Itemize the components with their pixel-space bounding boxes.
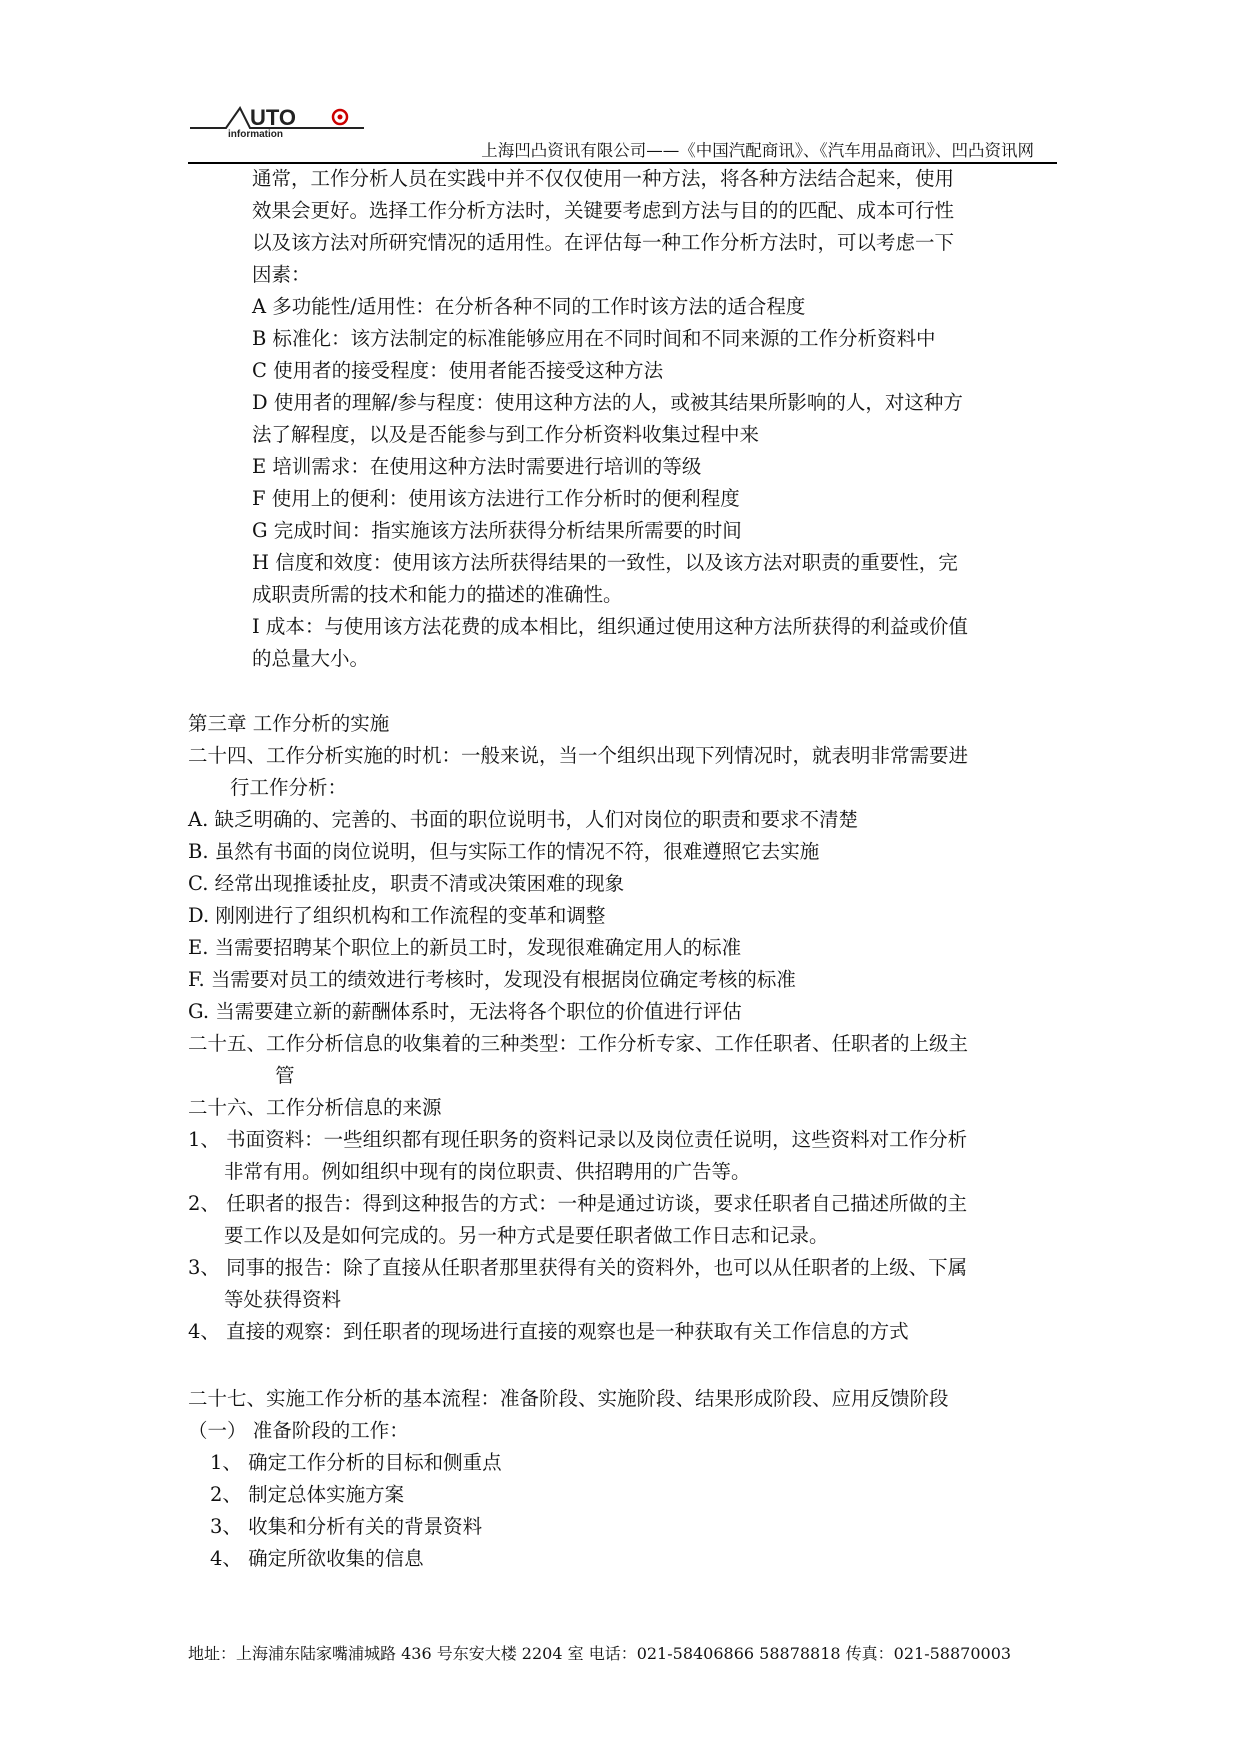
list-item: H 信度和效度：使用该方法所获得结果的一致性，以及该方法对职责的重要性，完 bbox=[252, 551, 958, 574]
list-item: C 使用者的接受程度：使用者能否接受这种方法 bbox=[252, 359, 664, 382]
section-heading-continued: 行工作分析： bbox=[230, 776, 348, 799]
list-item: D 使用者的理解/参与程度：使用这种方法的人，或被其结果所影响的人，对这种方 bbox=[252, 391, 963, 414]
section-heading: 二十七、实施工作分析的基本流程：准备阶段、实施阶段、结果形成阶段、应用反馈阶段 bbox=[188, 1387, 949, 1410]
svg-text:UTO: UTO bbox=[250, 105, 297, 130]
paragraph-line: 以及该方法对所研究情况的适用性。在评估每一种工作分析方法时，可以考虑一下 bbox=[252, 231, 955, 254]
list-item: 2、 制定总体实施方案 bbox=[210, 1483, 405, 1506]
list-item: B. 虽然有书面的岗位说明，但与实际工作的情况不符，很难遵照它去实施 bbox=[188, 840, 820, 863]
list-item: B 标准化：该方法制定的标准能够应用在不同时间和不同来源的工作分析资料中 bbox=[252, 327, 936, 350]
list-item: 1、 书面资料：一些组织都有现任职务的资料记录以及岗位责任说明，这些资料对工作分析 bbox=[188, 1128, 968, 1151]
list-item: E. 当需要招聘某个职位上的新员工时，发现很难确定用人的标准 bbox=[188, 936, 742, 959]
list-item-continued: 要工作以及是如何完成的。另一种方式是要任职者做工作日志和记录。 bbox=[224, 1224, 829, 1247]
list-item-continued: 成职责所需的技术和能力的描述的准确性。 bbox=[252, 583, 623, 606]
list-item: 4、 直接的观察：到任职者的现场进行直接的观察也是一种获取有关工作信息的方式 bbox=[188, 1320, 909, 1343]
list-item-continued: 等处获得资料 bbox=[224, 1288, 342, 1311]
footer-contact: 地址：上海浦东陆家嘴浦城路 436 号东安大楼 2204 室 电话：021-58406866 58878818 传真：021-58870003 bbox=[188, 1644, 1012, 1663]
subsection-heading: （一） 准备阶段的工作： bbox=[188, 1419, 409, 1442]
section-heading: 二十五、工作分析信息的收集着的三种类型：工作分析专家、工作任职者、任职者的上级主 bbox=[188, 1032, 969, 1055]
list-item: C. 经常出现推诿扯皮，职责不清或决策困难的现象 bbox=[188, 872, 625, 895]
list-item: E 培训需求：在使用这种方法时需要进行培训的等级 bbox=[252, 455, 702, 478]
section-heading-continued: 管 bbox=[275, 1064, 295, 1087]
list-item: 2、 任职者的报告：得到这种报告的方式：一种是通过访谈，要求任职者自己描述所做的主 bbox=[188, 1192, 968, 1215]
list-item: D. 刚刚进行了组织机构和工作流程的变革和调整 bbox=[188, 904, 606, 927]
list-item-continued: 的总量大小。 bbox=[252, 647, 370, 670]
header-company-line: 上海凹凸资讯有限公司——《中国汽配商讯》、《汽车用品商讯》、凹凸资讯网 bbox=[481, 141, 1034, 160]
list-item: 3、 同事的报告：除了直接从任职者那里获得有关的资料外，也可以从任职者的上级、下属 bbox=[188, 1256, 968, 1279]
list-item: 1、 确定工作分析的目标和侧重点 bbox=[210, 1451, 502, 1474]
list-item-continued: 法了解程度，以及是否能参与到工作分析资料收集过程中来 bbox=[252, 423, 760, 446]
list-item: G. 当需要建立新的薪酬体系时，无法将各个职位的价值进行评估 bbox=[188, 1000, 742, 1023]
list-item-continued: 非常有用。例如组织中现有的岗位职责、供招聘用的广告等。 bbox=[224, 1160, 751, 1183]
company-logo bbox=[188, 98, 368, 138]
chapter-heading: 第三章 工作分析的实施 bbox=[188, 712, 390, 735]
list-item: A 多功能性/适用性：在分析各种不同的工作时该方法的适合程度 bbox=[252, 295, 806, 318]
list-item: F. 当需要对员工的绩效进行考核时，发现没有根据岗位确定考核的标准 bbox=[188, 968, 796, 991]
paragraph-line: 效果会更好。选择工作分析方法时，关键要考虑到方法与目的的匹配、成本可行性 bbox=[252, 199, 955, 222]
list-item: G 完成时间：指实施该方法所获得分析结果所需要的时间 bbox=[252, 519, 742, 542]
list-item: 3、 收集和分析有关的背景资料 bbox=[210, 1515, 483, 1538]
section-heading: 二十四、工作分析实施的时机：一般来说，当一个组织出现下列情况时，就表明非常需要进 bbox=[188, 744, 969, 767]
paragraph-line: 通常，工作分析人员在实践中并不仅仅使用一种方法，将各种方法结合起来，使用 bbox=[252, 167, 955, 190]
list-item: F 使用上的便利：使用该方法进行工作分析时的便利程度 bbox=[252, 487, 740, 510]
list-item: I 成本：与使用该方法花费的成本相比，组织通过使用这种方法所获得的利益或价值 bbox=[252, 615, 968, 638]
paragraph-line: 因素： bbox=[252, 263, 311, 286]
list-item: 4、 确定所欲收集的信息 bbox=[210, 1547, 424, 1570]
list-item: A. 缺乏明确的、完善的、书面的职位说明书，人们对岗位的职责和要求不清楚 bbox=[188, 808, 858, 831]
svg-text:information: information bbox=[228, 129, 283, 138]
section-heading: 二十六、工作分析信息的来源 bbox=[188, 1096, 442, 1119]
